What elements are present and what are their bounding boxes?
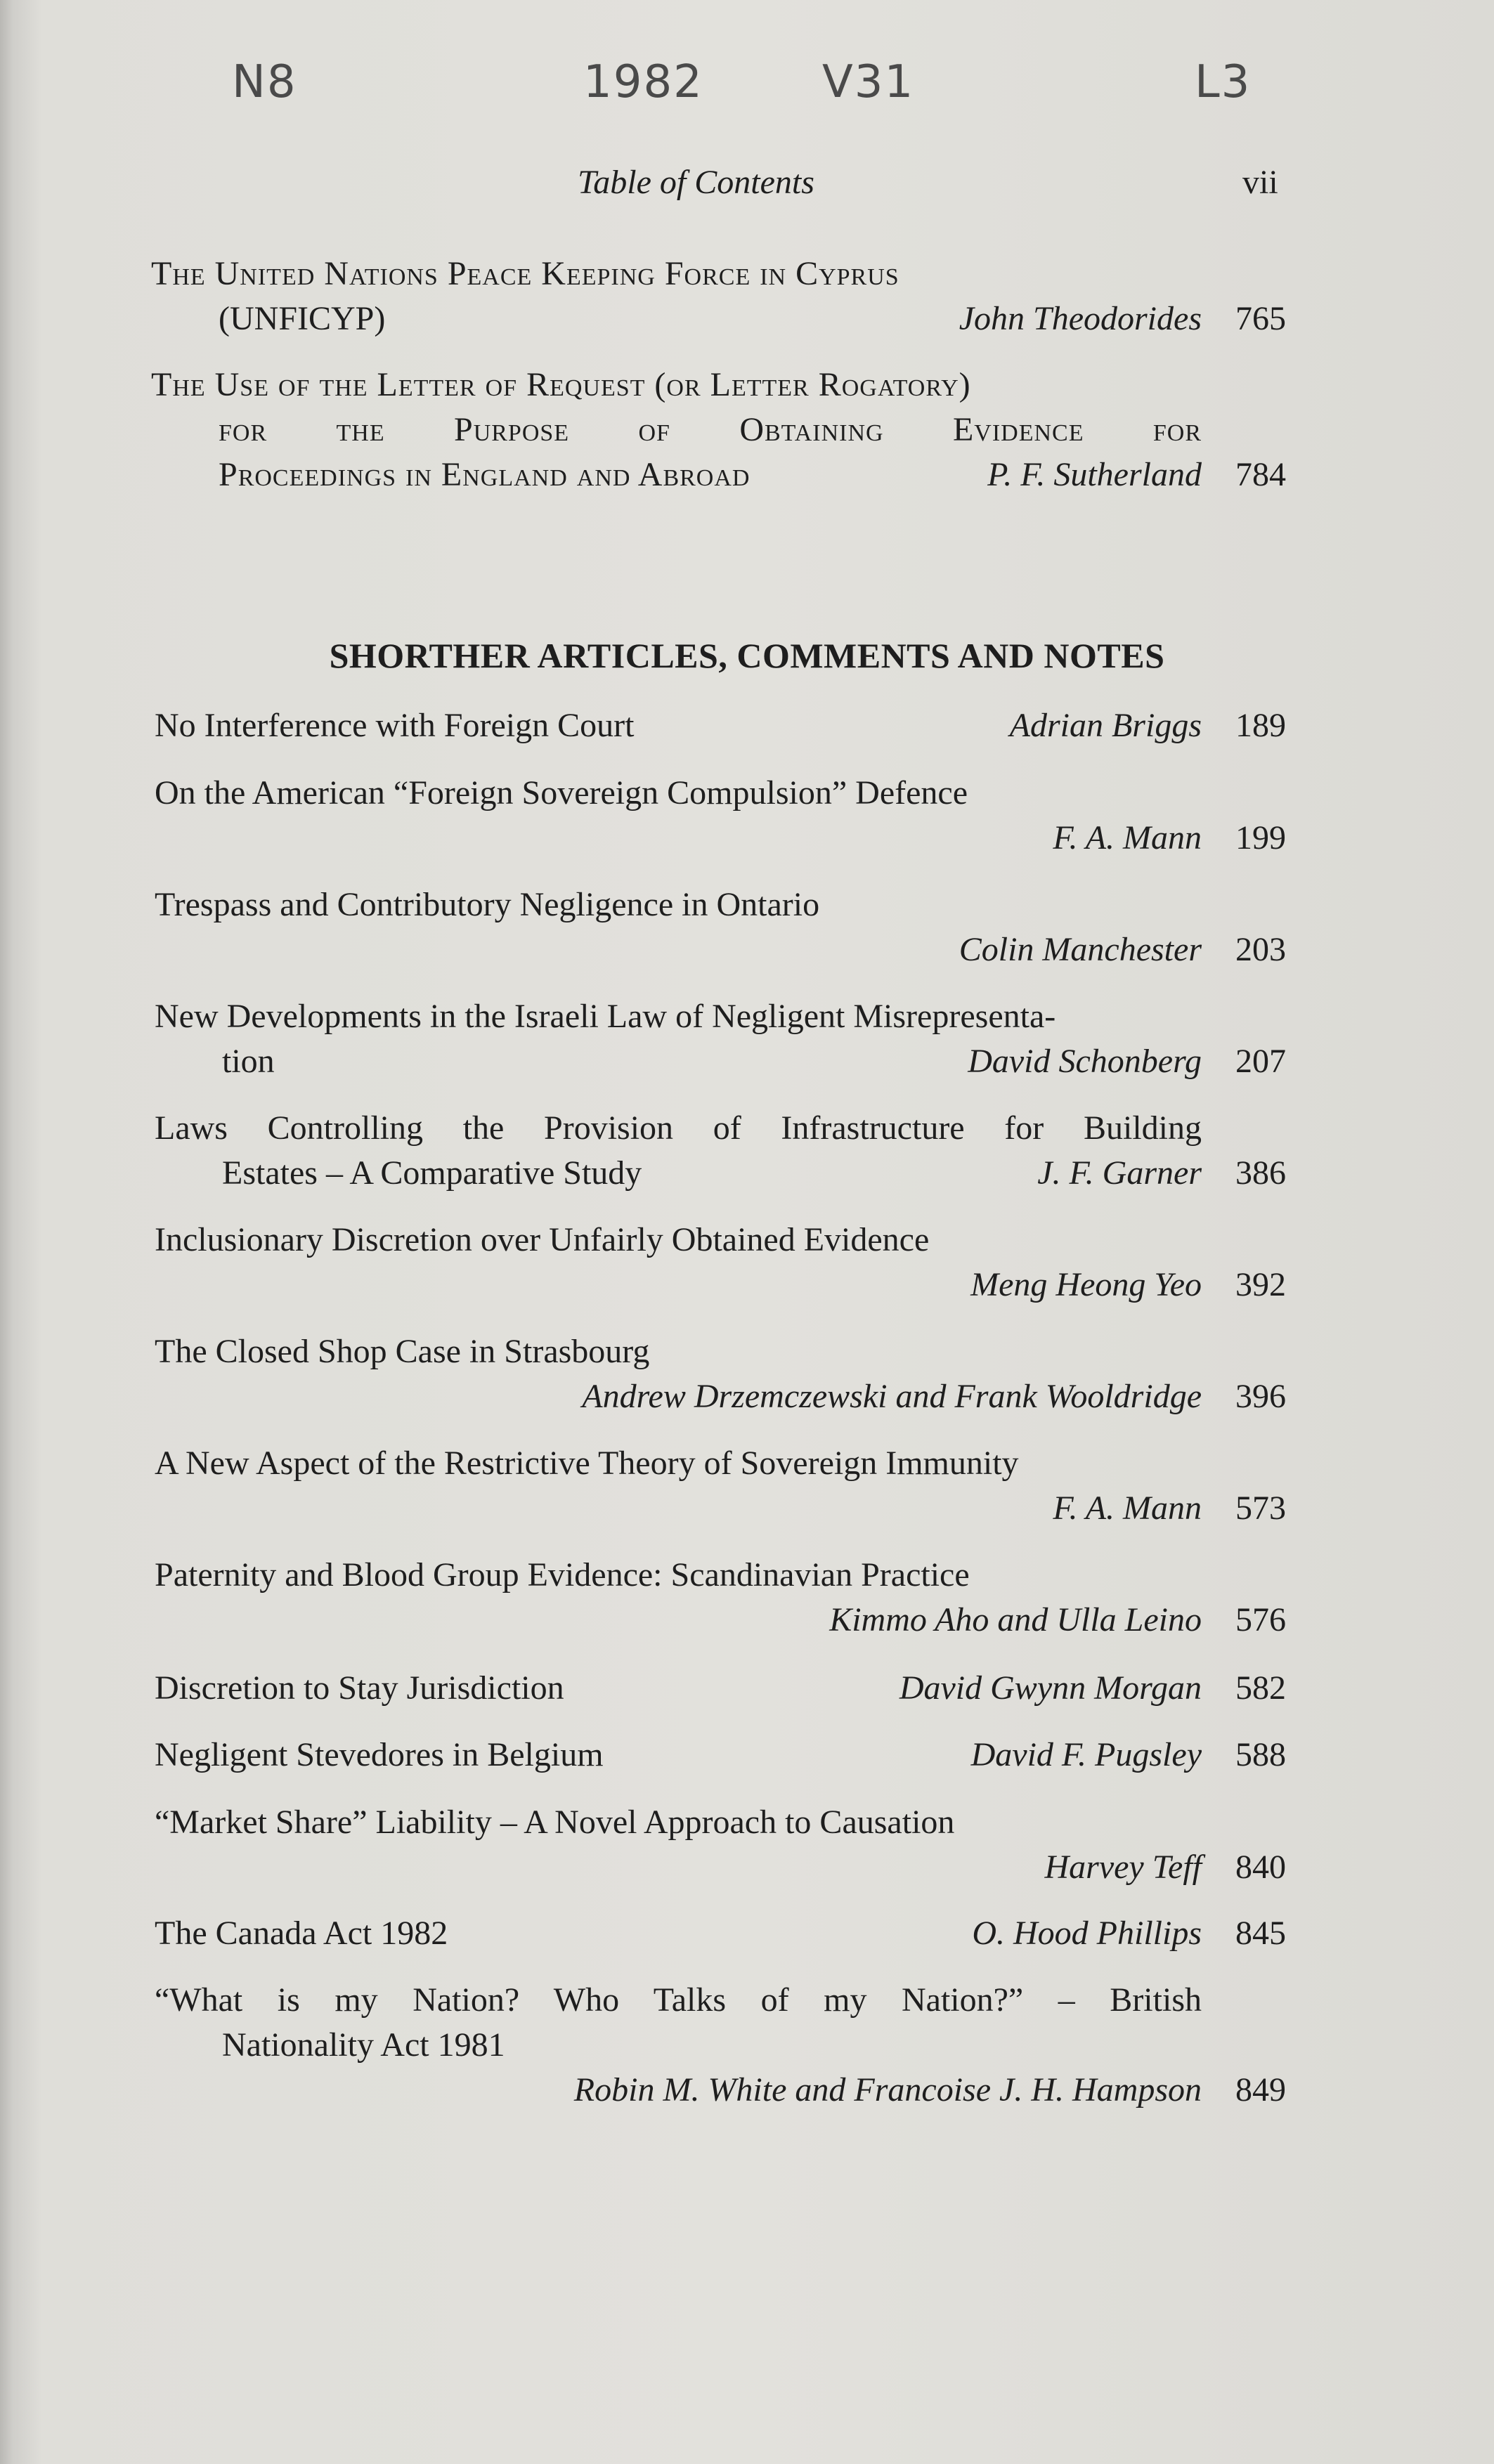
entry-title: Discretion to Stay Jurisdiction — [155, 1669, 564, 1707]
toc-entry — [155, 1441, 1286, 1531]
entry-page: 203 — [1235, 931, 1286, 968]
entry-page: 588 — [1235, 1736, 1286, 1773]
toc-entry — [155, 1800, 1286, 1890]
toc-entry — [155, 1978, 1286, 2113]
section-heading: SHORTHER ARTICLES, COMMENTS AND NOTES — [329, 636, 1165, 675]
entry-page: 840 — [1235, 1849, 1286, 1886]
entry-title: New Developments in the Israeli Law of Negligent Misrepresenta- — [155, 998, 1056, 1035]
entry-author: F. A. Mann — [1053, 1490, 1202, 1527]
entry-title-cont: Nationality Act 1981 — [222, 2026, 505, 2064]
toc-entry — [155, 882, 1286, 972]
toc-entry — [155, 771, 1286, 861]
page-number: vii — [1242, 164, 1278, 201]
handwritten-note-left: N8 — [232, 56, 297, 108]
entry-title-cont: tion — [222, 1043, 275, 1080]
entry-author: Robin M. White and Francoise J. H. Hampson — [573, 2071, 1202, 2108]
entry-page: 784 — [1235, 456, 1286, 493]
entry-page: 207 — [1235, 1043, 1286, 1080]
entry-author: Andrew Drzemczewski and Frank Wooldridge — [582, 1378, 1202, 1415]
entry-title: The United Nations Peace Keeping Force in Cyprus — [151, 255, 899, 292]
entry-author: Kimmo Aho and Ulla Leino — [829, 1601, 1202, 1638]
entry-title: “Market Share” Liability – A Novel Approach to Causation — [155, 1804, 955, 1841]
entry-title: “What is my Nation? Who Talks of my Nation?” – British — [155, 1981, 1202, 2019]
entry-title: The Closed Shop Case in Strasbourg — [155, 1333, 650, 1370]
entry-author: Colin Manchester — [959, 931, 1202, 968]
entry-title: Inclusionary Discretion over Unfairly Obtained Evidence — [155, 1221, 930, 1258]
entry-author: Adrian Briggs — [1009, 707, 1202, 744]
toc-entry — [155, 1553, 1286, 1643]
entry-page: 396 — [1235, 1378, 1286, 1415]
entry-page: 392 — [1235, 1266, 1286, 1303]
toc-entry — [155, 994, 1286, 1084]
entry-author: J. F. Garner — [1037, 1154, 1202, 1192]
entry-author: Meng Heong Yeo — [970, 1266, 1202, 1303]
handwritten-note-volume: V31 — [822, 56, 915, 108]
entry-title-cont: Estates – A Comparative Study — [222, 1154, 642, 1192]
entry-page: 189 — [1235, 707, 1286, 744]
toc-entry — [155, 1329, 1286, 1419]
entry-page: 386 — [1235, 1154, 1286, 1192]
entry-author: David Gwynn Morgan — [899, 1669, 1202, 1707]
entry-title: Paternity and Blood Group Evidence: Scandinavian Practice — [155, 1556, 970, 1593]
toc-entry — [155, 703, 1286, 748]
toc-entry — [155, 1733, 1286, 1778]
entry-title-cont: for the Purpose of Obtaining Evidence for — [219, 411, 1202, 448]
running-title: Table of Contents — [578, 164, 814, 201]
toc-entry — [155, 1911, 1286, 1956]
entry-title: Negligent Stevedores in Belgium — [155, 1736, 604, 1773]
entry-page: 582 — [1235, 1669, 1286, 1707]
entry-author: John Theodorides — [959, 300, 1202, 337]
toc-entry-article-2 — [151, 363, 1286, 497]
entry-title: Trespass and Contributory Negligence in Ontario — [155, 886, 820, 923]
entry-page: 576 — [1235, 1601, 1286, 1638]
toc-entry — [155, 1218, 1286, 1308]
entry-title: The Canada Act 1982 — [155, 1915, 448, 1952]
entry-author: F. A. Mann — [1053, 819, 1202, 856]
entry-page: 765 — [1235, 300, 1286, 337]
toc-entry — [155, 1106, 1286, 1196]
entry-author: Harvey Teff — [1044, 1849, 1202, 1886]
entry-page: 199 — [1235, 819, 1286, 856]
toc-entry — [155, 1666, 1286, 1711]
entry-title: On the American “Foreign Sovereign Compulsion” Defence — [155, 774, 968, 811]
handwritten-note-year: 1982 — [583, 56, 703, 108]
entry-page: 573 — [1235, 1490, 1286, 1527]
entry-page: 845 — [1235, 1915, 1286, 1952]
entry-author: David Schonberg — [968, 1043, 1202, 1080]
entry-title: No Interference with Foreign Court — [155, 707, 635, 744]
entry-title: A New Aspect of the Restrictive Theory of Sovereign Immunity — [155, 1445, 1019, 1482]
entry-title-cont: (UNFICYP) — [219, 300, 386, 337]
entry-author: P. F. Sutherland — [987, 456, 1202, 493]
entry-page: 849 — [1235, 2071, 1286, 2108]
toc-entry-article-1 — [151, 252, 1286, 341]
entry-title-cont: Proceedings in England and Abroad — [219, 456, 751, 493]
entry-author: O. Hood Phillips — [972, 1915, 1202, 1952]
entry-title: Laws Controlling the Provision of Infrastructure for Building — [155, 1109, 1202, 1147]
handwritten-note-right: L3 — [1195, 56, 1252, 108]
entry-author: David F. Pugsley — [970, 1736, 1202, 1773]
entry-title: The Use of the Letter of Request (or Letter Rogatory) — [151, 366, 971, 403]
